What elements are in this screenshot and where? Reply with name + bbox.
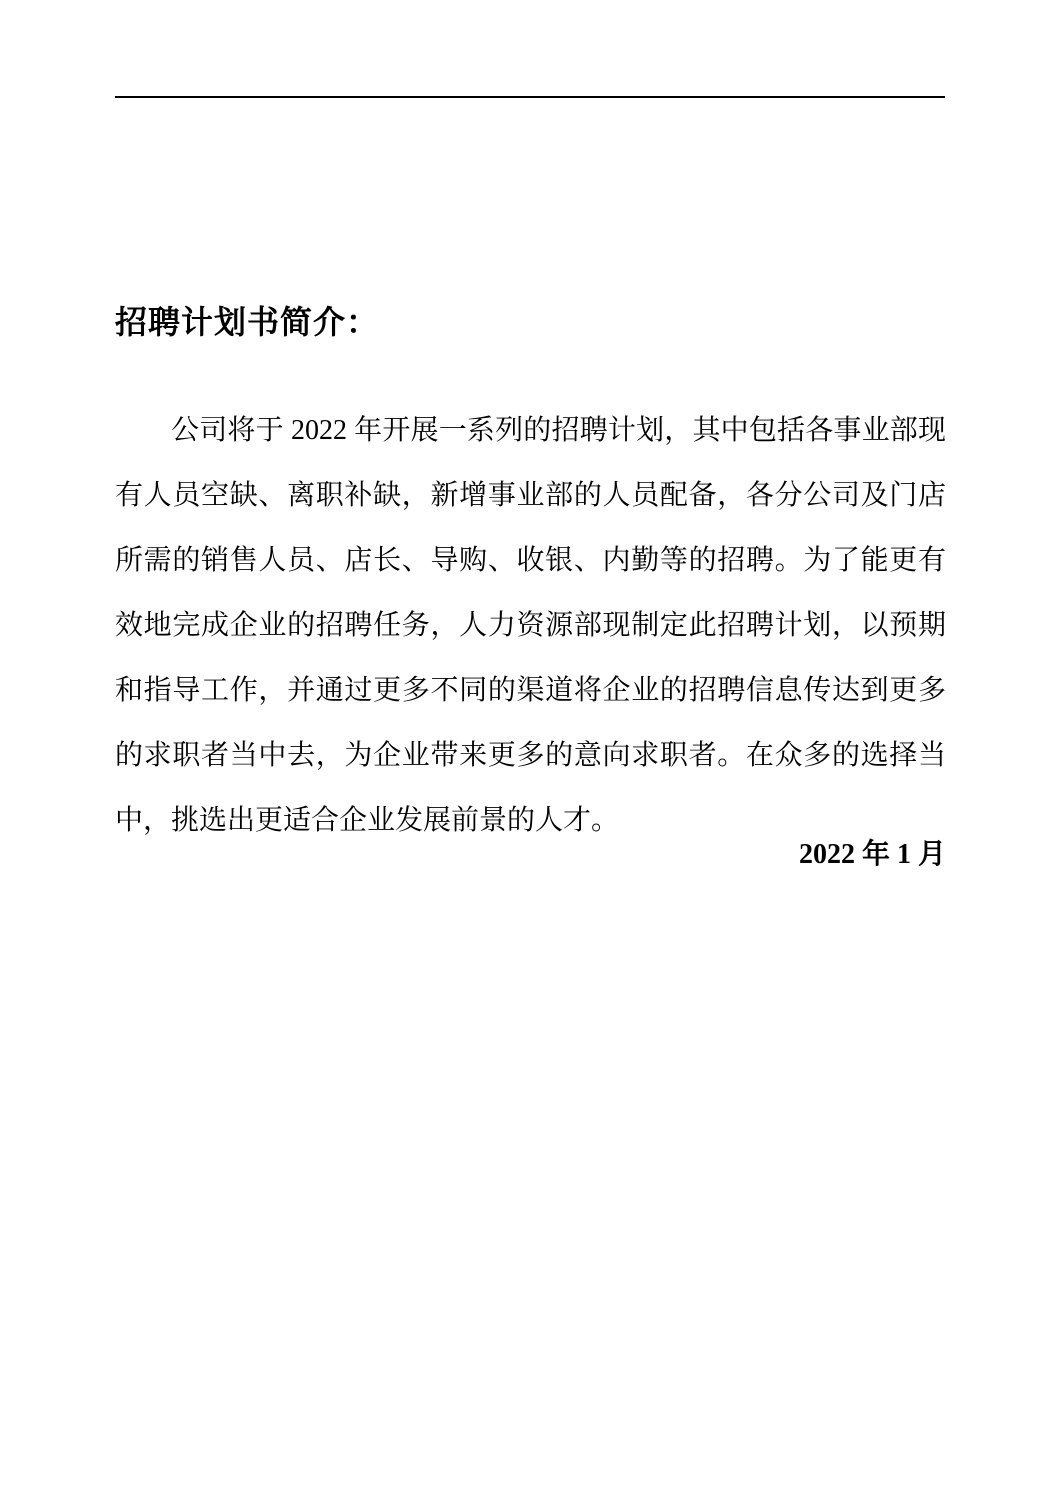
- document-heading: 招聘计划书简介：: [115, 304, 380, 340]
- intro-paragraph: 公司将于 2022 年开展一系列的招聘计划，其中包括各事业部现有人员空缺、离职补缺，新增事业部的人员配备，各分公司及门店所需的销售人员、店长、导购、收银、内勤等的招聘。为了能更有效地完成企业的招聘任务，人力资源部现制定此招聘计划，以预期和指导工作，并通过更多不同的渠道将企业的招聘信息传达到更多的求职者当中去，为企业带来更多的意向求职者。在众多的选择当中，挑选出更适合企业发展前景的人才。: [115, 415, 946, 836]
- header-rule-divider: [115, 96, 945, 98]
- date-line: 2022 年 1 月: [798, 839, 946, 870]
